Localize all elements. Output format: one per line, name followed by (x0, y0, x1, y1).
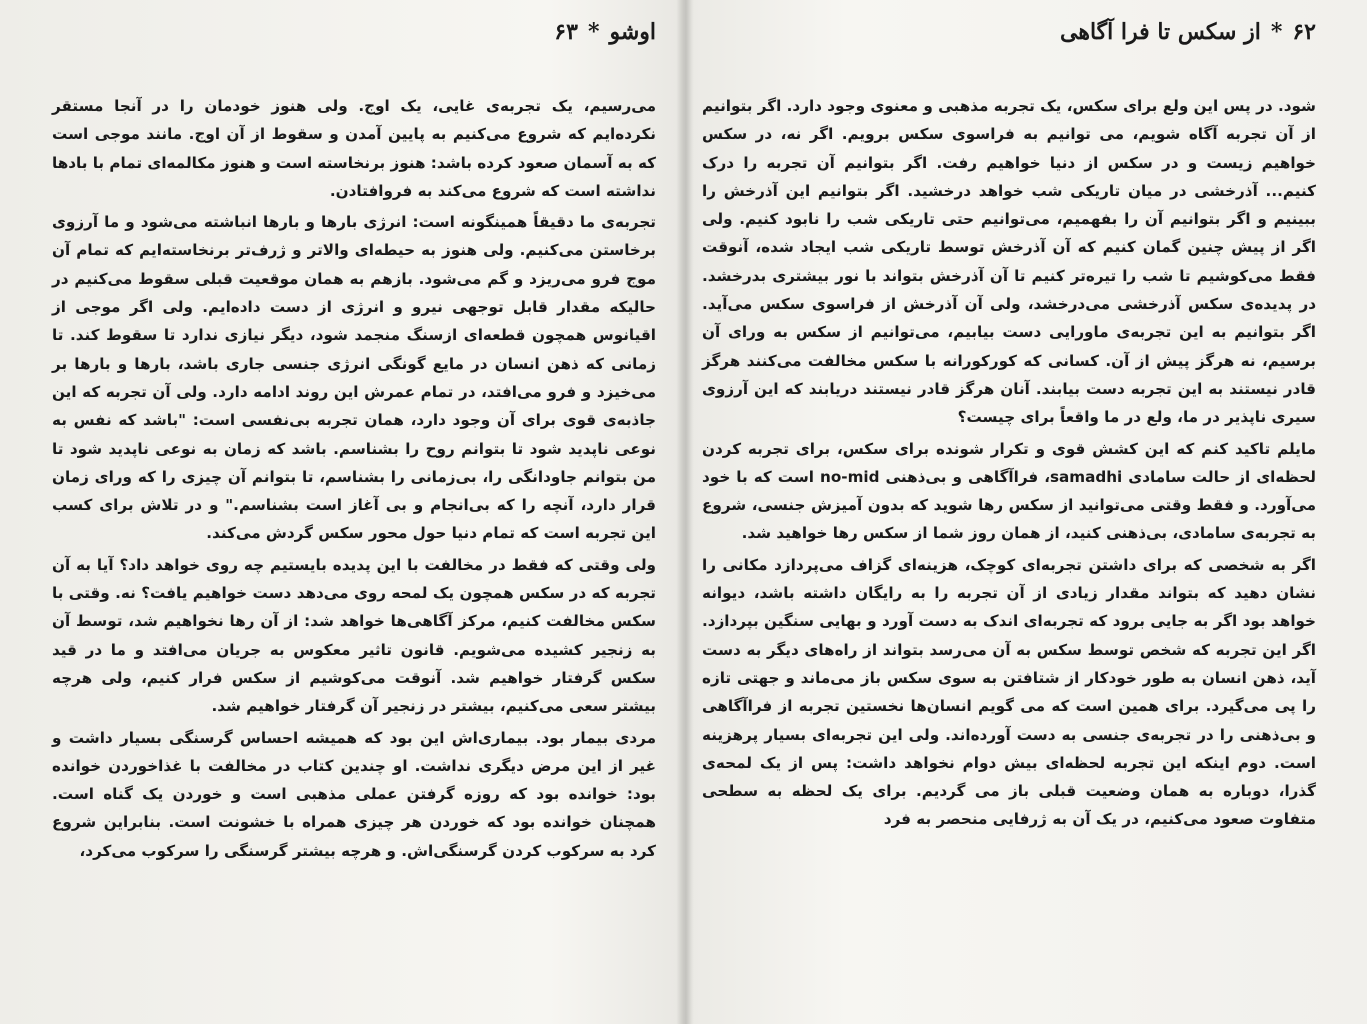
left-page-header (52, 14, 656, 50)
right-page-running-title (1060, 19, 1316, 45)
right-paragraph-3: اگر به شخصی که برای داشتن تجربه‌ای کوچک، هزینه‌ای گزاف می‌پردازد مکانی را نشان دهید که بتواند مقدار زیادی از آن تجربه را به رایگان داشته باشد، دیوانه خواهد بود اگر به جایی برود که تجربه‌ای اندک به دست آورد و بهایی سنگین بپردازد. اگر این تجربه که شخص توسط سکس به آن می‌رسد بتواند از راه‌های دیگر به دست آید، ذهن انسان به طور خودکار از شتافتن به سوی سکس باز می‌ماند و جهتی تازه را پی می‌گیرد. برای همین است که می گویم انسان‌ها نخستین تجربه از فراآگاهی و بی‌ذهنی را در تجربه‌ی جنسی به دست آورده‌اند. ولی این تجربه‌ای بسیار پرهزینه است. دوم اینکه این تجربه لحظه‌ای بیش دوام نخواهد داشت: پس از یک لمحه‌ی گذرا، دوباره به همان وضعیت قبلی باز می گردیم. برای یک لحظه به سطحی متفاوت صعود می‌کنیم، در یک آن به ژرفایی منحصر به فرد (702, 555, 1316, 829)
left-page-author: اوشو (609, 19, 656, 45)
left-paragraph-4: مردی بیمار بود. بیماری‌اش این بود که همیشه احساس گرسنگی بسیار داشت و غیر از این مرض دیگری نداشت. او چندین کتاب در مخالفت با غذاخوردن خوانده بود: خوانده بود که روزه گرفتن عملی مذهبی است و خوردن یک گناه است. همچنان خوانده بود که خوردن هر چیزی همراه با خشونت است. بنابراین شروع کرد به سرکوب کردن گرسنگی‌اش. و هرچه بیشتر گرسنگی را سرکوب می‌کرد، (52, 728, 656, 860)
right-paragraph-1: شود. در پس این ولع برای سکس، یک تجربه مذهبی و معنوی وجود دارد. اگر بتوانیم از آن تجربه آگاه شویم، می توانیم به فراسوی سکس برویم. اگر نه، در سکس خواهیم زیست و در سکس از دنیا خواهیم رفت. اگر بتوانیم آن تجربه را درک کنیم... آذرخشی در میان تاریکی شب خواهد درخشید. اگر بتوانیم این آذرخش را ببینیم و اگر بتوانیم آن را بفهمیم، می‌توانیم حتی تاریکی شب را نابود کنیم. ولی اگر از پیش چنین گمان کنیم که آن آذرخش توسط تاریکی شب ایجاد شده، آنوقت فقط می‌کوشیم تا شب را تیره‌تر کنیم تا آن آذرخش بتواند با نور بیشتری بدرخشد. در پدیده‌ی سکس آذرخشی می‌درخشد، ولی آن آذرخش از فراسوی سکس می‌آید. اگر بتوانیم به این تجربه‌ی ماورایی دست بیابیم، می‌توانیم از سکس به ورای آن برسیم، نه هرگز پیش از آن. کسانی که کورکورانه با سکس مخالفت می‌کنند هرگز قادر نیستند به این تجربه دست بیابند. آنان هرگز قادر نیستند دریابند که این آرزوی سیری ناپذیر در ما، ولع در ما واقعاً برای چیست؟ (702, 97, 1316, 427)
book-gutter (676, 0, 694, 1024)
right-page (702, 0, 1316, 1024)
left-page-running-title (554, 19, 656, 45)
right-page-number: ۶۲ (1292, 19, 1316, 45)
left-paragraph-3: ولی وقتی که فقط در مخالفت با این پدیده بایستیم چه روی خواهد داد؟ آیا به آن تجربه که در سکس همچون یک لمحه روی می‌دهد دست خواهیم یافت؟ نه. وقتی با سکس مخالفت کنیم، مرکز آگاهی‌ها خواهد شد: از آن رها نخواهیم شد، توسط آن به زنجیر کشیده می‌شویم. قانون تاثیر معکوس به جریان می‌افتد و ما در قید سکس گرفتار خواهیم شد. آنوقت می‌کوشیم از سکس فرار کنیم، ولی هرچه بیشتر سعی می‌کنیم، بیشتر در زنجیر آن گرفتار خواهیم شد. (52, 555, 656, 716)
right-paragraph-2: مایلم تاکید کنم که این کشش قوی و تکرار شونده برای سکس، برای تجربه کردن لحظه‌ای از حالت سامادی samadhi، فراآگاهی و بی‌ذهنی no-mid است که با خود می‌آورد. و فقط وقتی می‌توانید از سکس رها شوید که بدون آمیزش جنسی، شروع به تجربه‌ی سامادی، بی‌ذهنی کنید، از همان روز شما از سکس رها خواهید شد. (702, 439, 1317, 543)
left-paragraph-2: تجربه‌ی ما دقیقاً همینگونه است: انرژی بارها و بارها انباشته می‌شود و ما آرزوی برخاستن می‌کنیم. ولی هنوز به حیطه‌ای والاتر و ژرف‌تر برنخاسته‌ایم که تمام آن موج فرو می‌ریزد و گم می‌شود. بازهم به همان موقعیت قبلی سقوط می‌کنیم در حالیکه مقدار قابل توجهی نیرو و انرژی از دست داده‌ایم. ولی اگر موجی از اقیانوس همچون قطعه‌ای ازسنگ منجمد شود، دیگر نیازی ندارد تا سقوط کند. تا زمانی که ذهن انسان در مایع گونگی انرژی جنسی جاری باشد، بارها و بارها بر می‌خیزد و فرو می‌افتد، در تمام عمرش این روند ادامه دارد. ولی آن تجربه که این جاذبه‌ی قوی برای آن وجود دارد، همان تجربه بی‌نفسی است: "باشد که نفس به نوعی ناپدید شود تا بتوانم روح را بشناسم. باشد که زمان به نوعی ناپدید شود تا من بتوانم جاودانگی را، بی‌زمانی را بشناسم، تا بتوانم آن چیزی را که ورای زمان قرار دارد، آنچه را که بی‌انجام و بی آغاز است بشناسم." و در تلاش برای کسب این تجربه است که تمام دنیا حول محور سکس گردش می‌کند. (52, 213, 656, 543)
left-page (52, 0, 656, 1024)
left-page-body (52, 92, 656, 868)
right-page-body (702, 92, 1316, 837)
left-paragraph-1: می‌رسیم، یک تجربه‌ی غایی، یک اوج. ولی هنوز خودمان را در آنجا مستقر نکرده‌ایم که شروع می‌کنیم به پایین آمدن و سقوط از آن اوج. مانند موجی است که به آسمان صعود کرده باشد: هنوز برنخاسته است و هنوز مکالمه‌ای تمام با بادها نداشته است که شروع می‌کند به فروافتادن. (52, 97, 656, 200)
right-page-header (702, 14, 1316, 50)
right-page-book-title: از سکس تا فرا آگاهی (1060, 19, 1261, 45)
left-header-star: * (587, 19, 600, 45)
right-header-star: * (1270, 19, 1283, 45)
left-page-number: ۶۳ (554, 19, 578, 45)
